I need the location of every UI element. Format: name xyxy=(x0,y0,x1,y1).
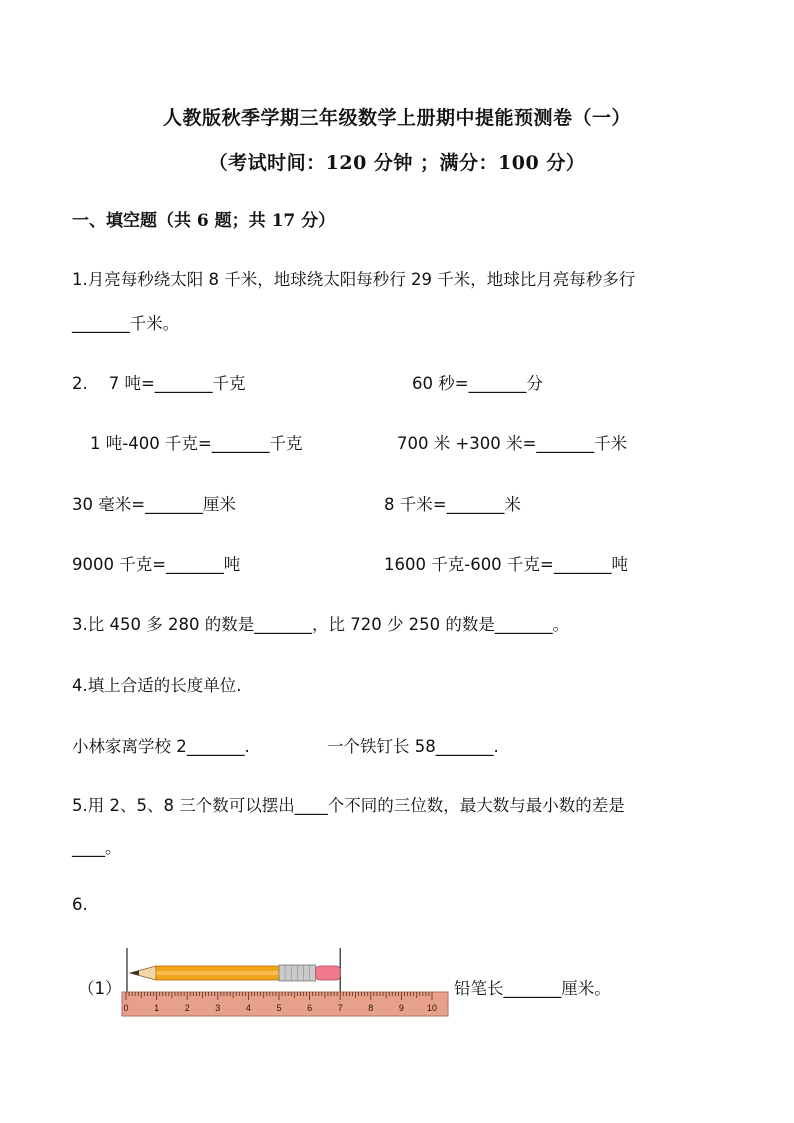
pencil-eraser xyxy=(316,966,340,980)
ruler-tick-label: 10 xyxy=(426,1003,438,1013)
question-1-line2: _______千米。 xyxy=(72,314,180,333)
question-5-line2: ____。 xyxy=(72,838,122,857)
exam-info: （考试时间：120 分钟 ；满分：100 分） xyxy=(208,152,586,174)
ruler-tick-label: 8 xyxy=(368,1003,374,1013)
ruler-tick-label: 4 xyxy=(245,1003,251,1013)
question-2f: 8 千米=_______米 xyxy=(384,495,521,514)
ruler xyxy=(122,948,448,1016)
question-2h: 1600 千克-600 千克=_______吨 xyxy=(384,555,629,574)
question-2c: 1 吨-400 千克=_______千克 xyxy=(90,434,303,453)
question-2e: 30 毫米=_______厘米 xyxy=(72,495,236,514)
ruler-tick-label: 5 xyxy=(276,1003,282,1013)
pencil-lead xyxy=(130,970,139,975)
ruler-tick-label: 7 xyxy=(337,1003,343,1013)
question-4-title: 4.填上合适的长度单位. xyxy=(72,676,242,695)
ruler-tick-label: 3 xyxy=(215,1003,221,1013)
section-heading: 一、填空题（共 6 题；共 17 分） xyxy=(72,211,336,231)
ruler-tick-label: 2 xyxy=(184,1003,190,1013)
pencil-stripe xyxy=(156,971,279,975)
pencil-icon xyxy=(130,965,340,981)
question-2a: 2. 7 吨=_______千克 xyxy=(72,374,246,393)
page-title: 人教版秋季学期三年级数学上册期中提能预测卷（一） xyxy=(162,107,631,129)
ruler-tick-label: 9 xyxy=(398,1003,404,1013)
question-2d: 700 米 +300 米=_______千米 xyxy=(397,434,628,453)
pencil-ruler-illustration xyxy=(118,946,452,1020)
question-4a: 小林家离学校 2_______. xyxy=(72,737,250,756)
question-6-title: 6. xyxy=(72,895,88,914)
question-2b: 60 秒=_______分 xyxy=(412,374,543,393)
pencil-ruler-figure xyxy=(118,946,452,1020)
question-2g: 9000 千克=_______吨 xyxy=(72,555,241,574)
ruler-tick-label: 1 xyxy=(154,1003,160,1013)
ruler-tick-label: 0 xyxy=(123,1003,129,1013)
question-3: 3.比 450 多 280 的数是_______，比 720 少 250 的数是_______。 xyxy=(72,615,570,634)
ruler-tick-label: 6 xyxy=(307,1003,313,1013)
question-6-1-label: （1） xyxy=(78,979,122,998)
question-5-line1: 5.用 2、5、8 三个数可以摆出____个不同的三位数，最大数与最小数的差是 xyxy=(72,796,625,815)
question-4b: 一个铁钉长 58_______. xyxy=(327,737,499,756)
question-6-1-text: 铅笔长_______厘米。 xyxy=(454,979,611,998)
question-1-line1: 1.月亮每秒绕太阳 8 千米，地球绕太阳每秒行 29 千米，地球比月亮每秒多行 xyxy=(72,270,636,289)
